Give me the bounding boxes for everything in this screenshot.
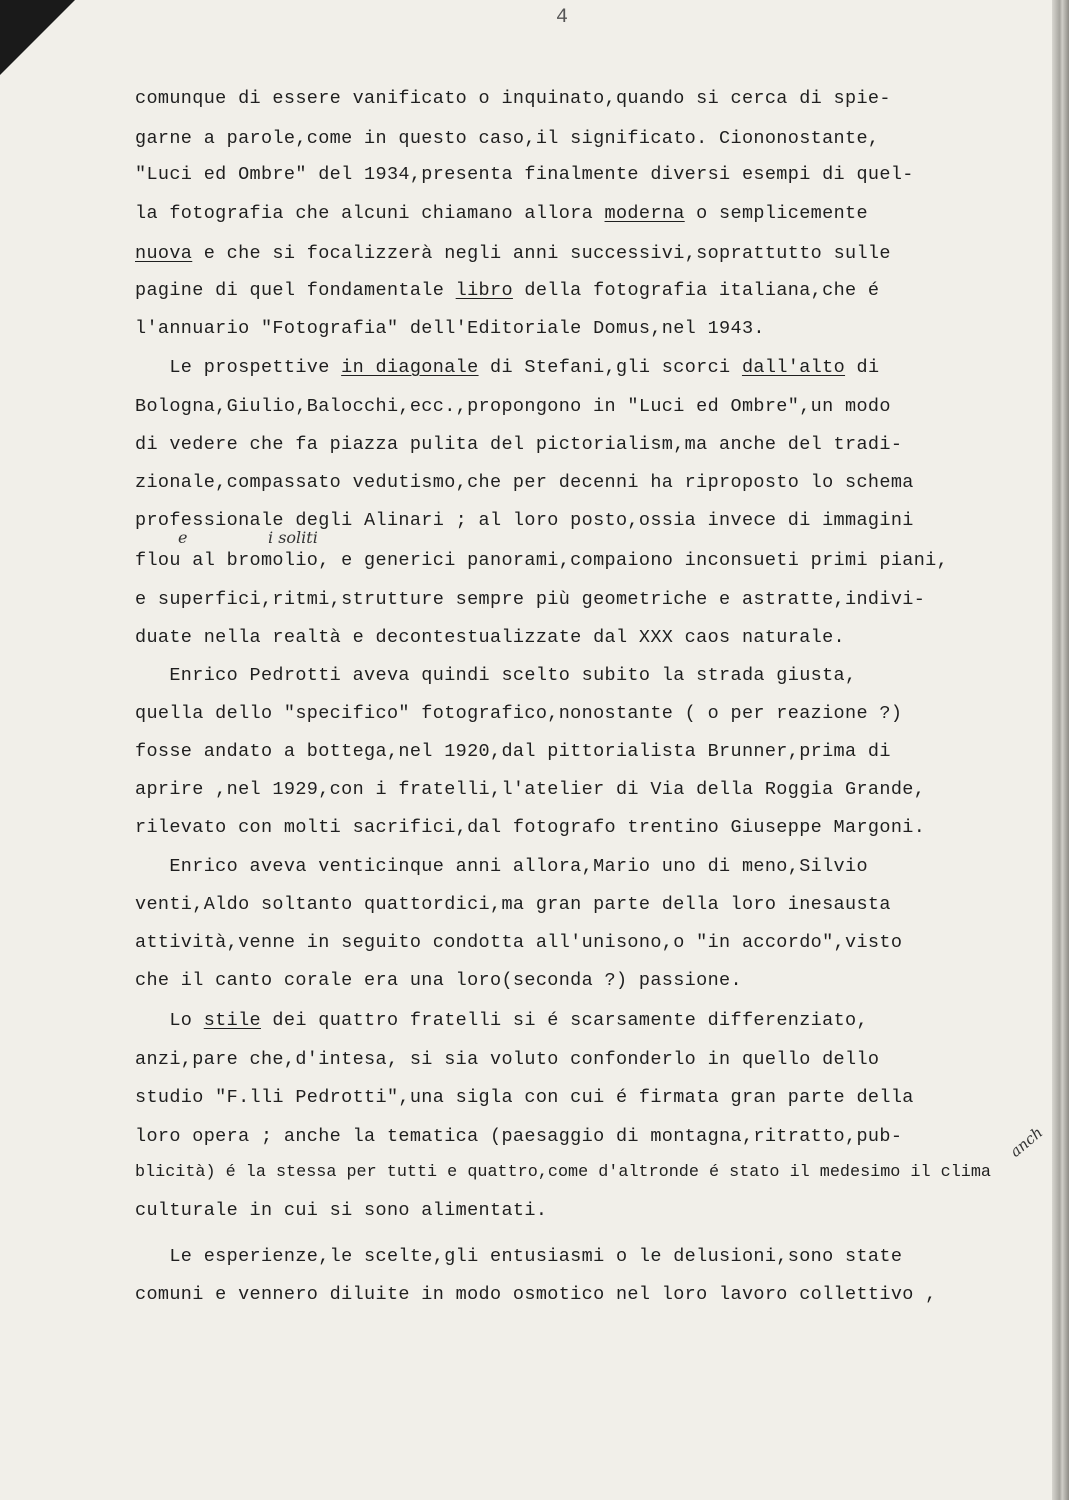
text-line: blicità) é la stessa per tutti e quattro,come d'altronde é stato il medesimo il clima bbox=[135, 1163, 991, 1182]
text-line: che il canto corale era una loro(seconda ?) passione. bbox=[135, 970, 742, 991]
page-number: 4 bbox=[556, 6, 569, 29]
underlined-word: libro bbox=[455, 280, 513, 301]
text-line: e superfici,ritmi,strutture sempre più geometriche e astratte,indivi- bbox=[135, 589, 926, 610]
text-line: anzi,pare che,d'intesa, si sia voluto confonderlo in quello dello bbox=[135, 1049, 880, 1070]
text-line: nuova e che si focalizzerà negli anni successivi,soprattutto sulle bbox=[135, 243, 891, 264]
underlined-word: nuova bbox=[135, 243, 193, 264]
text-line: studio "F.lli Pedrotti",una sigla con cui é firmata gran parte della bbox=[135, 1087, 914, 1108]
text-line: venti,Aldo soltanto quattordici,ma gran parte della loro inesausta bbox=[135, 894, 891, 915]
text-line: la fotografia che alcuni chiamano allora moderna o semplicemente bbox=[135, 203, 868, 224]
text-line: quella dello "specifico" fotografico,nonostante ( o per reazione ?) bbox=[135, 703, 903, 724]
text-line: Le esperienze,le scelte,gli entusiasmi o le delusioni,sono state bbox=[135, 1246, 903, 1267]
text-line: comuni e vennero diluite in modo osmotico nel loro lavoro collettivo , bbox=[135, 1284, 937, 1305]
text-line: garne a parole,come in questo caso,il significato. Ciononostante, bbox=[135, 128, 880, 149]
underlined-word: stile bbox=[203, 1010, 261, 1031]
text-line: Lo stile dei quattro fratelli si é scarsamente differenziato, bbox=[135, 1010, 868, 1031]
text-line: pagine di quel fondamentale libro della fotografia italiana,che é bbox=[135, 280, 880, 301]
handwritten-margin-note: anch bbox=[1006, 1123, 1047, 1161]
underlined-word: dall'alto bbox=[741, 357, 846, 378]
text-line: culturale in cui si sono alimentati. bbox=[135, 1200, 548, 1221]
text-line: "Luci ed Ombre" del 1934,presenta finalmente diversi esempi di quel- bbox=[135, 164, 914, 185]
text-line: Enrico aveva venticinque anni allora,Mario uno di meno,Silvio bbox=[135, 856, 868, 877]
text-line: di vedere che fa piazza pulita del pictorialism,ma anche del tradi- bbox=[135, 434, 903, 455]
text-line: professionale degli Alinari ; al loro posto,ossia invece di immagini bbox=[135, 510, 914, 531]
text-line: Bologna,Giulio,Balocchi,ecc.,propongono in "Luci ed Ombre",un modo bbox=[135, 396, 891, 417]
text-line: fosse andato a bottega,nel 1920,dal pittorialista Brunner,prima di bbox=[135, 741, 891, 762]
text-line: aprire ,nel 1929,con i fratelli,l'atelier di Via della Roggia Grande, bbox=[135, 779, 926, 800]
underlined-word: in diagonale bbox=[341, 357, 479, 378]
handwritten-insertion: e bbox=[178, 528, 188, 547]
underlined-word: moderna bbox=[604, 203, 685, 224]
text-line: loro opera ; anche la tematica (paesaggio di montagna,ritratto,pub- bbox=[135, 1126, 903, 1147]
text-line: duate nella realtà e decontestualizzate dal XXX caos naturale. bbox=[135, 627, 846, 648]
text-line: Le prospettive in diagonale di Stefani,gli scorci dall'alto di bbox=[135, 357, 880, 378]
text-line: zionale,compassato vedutismo,che per decenni ha riproposto lo schema bbox=[135, 472, 914, 493]
text-line: comunque di essere vanificato o inquinato,quando si cerca di spie- bbox=[135, 88, 891, 109]
text-line: rilevato con molti sacrifici,dal fotografo trentino Giuseppe Margoni. bbox=[135, 817, 926, 838]
handwritten-insertion: i soliti bbox=[268, 528, 318, 547]
stacked-pages-edge bbox=[1052, 0, 1069, 1500]
text-line: flou al bromolio, e generici panorami,compaiono inconsueti primi piani, bbox=[135, 550, 949, 571]
text-line: Enrico Pedrotti aveva quindi scelto subito la strada giusta, bbox=[135, 665, 857, 686]
text-line: l'annuario "Fotografia" dell'Editoriale Domus,nel 1943. bbox=[135, 318, 765, 339]
text-line: attività,venne in seguito condotta all'unisono,o "in accordo",visto bbox=[135, 932, 903, 953]
